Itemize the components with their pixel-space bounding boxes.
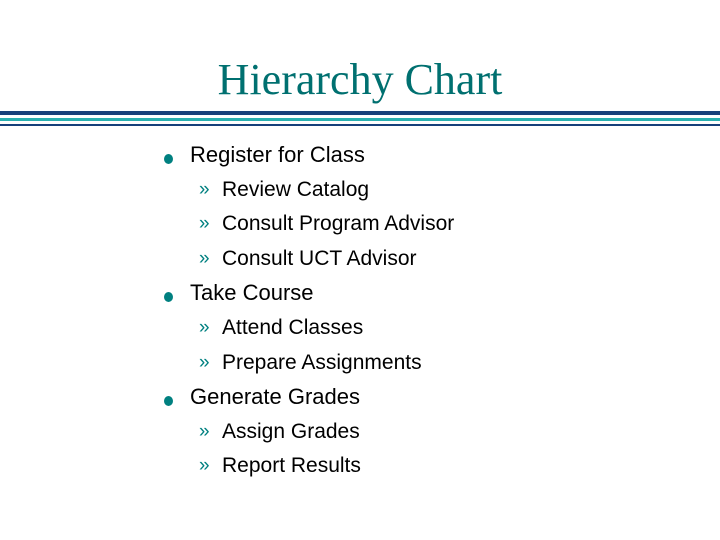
sub-item-label: Prepare Assignments bbox=[222, 350, 422, 374]
title-underline bbox=[0, 111, 720, 127]
sub-item-label: Attend Classes bbox=[222, 315, 364, 339]
double-chevron-icon: » bbox=[199, 316, 210, 338]
sub-item-label: Review Catalog bbox=[222, 177, 370, 201]
double-chevron-icon: » bbox=[199, 420, 210, 442]
double-chevron-icon: » bbox=[199, 455, 210, 477]
sub-item-label: Consult Program Advisor bbox=[222, 212, 455, 236]
title-rule-bottom bbox=[0, 124, 720, 126]
bullet-dot-icon bbox=[164, 292, 173, 302]
double-chevron-icon: » bbox=[199, 178, 210, 200]
topic-label: Generate Grades bbox=[190, 384, 360, 410]
sub-item-label: Report Results bbox=[222, 454, 361, 478]
sub-item bbox=[0, 173, 720, 208]
topic-label: Take Course bbox=[190, 280, 314, 306]
slide-title: Hierarchy Chart bbox=[217, 55, 503, 104]
title-rule-top bbox=[0, 111, 720, 115]
bullet-dot-icon bbox=[164, 154, 173, 164]
sub-item bbox=[0, 415, 720, 450]
sub-item-label: Assign Grades bbox=[222, 419, 360, 443]
double-chevron-icon: » bbox=[199, 213, 210, 235]
topic-generate-grades bbox=[0, 380, 720, 484]
sub-item bbox=[0, 242, 720, 277]
sub-item bbox=[0, 311, 720, 346]
topic-take-course bbox=[0, 276, 720, 380]
double-chevron-icon: » bbox=[199, 351, 210, 373]
bullet-list bbox=[0, 138, 720, 484]
topic-label: Register for Class bbox=[190, 142, 365, 167]
bullet-dot-icon bbox=[164, 396, 173, 406]
topic-register-for-class bbox=[0, 138, 720, 276]
double-chevron-icon: » bbox=[199, 247, 210, 269]
sub-item bbox=[0, 207, 720, 242]
title-rule-middle bbox=[0, 118, 720, 121]
sub-item bbox=[0, 346, 720, 381]
sub-item bbox=[0, 449, 720, 484]
sub-item-label: Consult UCT Advisor bbox=[222, 246, 417, 270]
